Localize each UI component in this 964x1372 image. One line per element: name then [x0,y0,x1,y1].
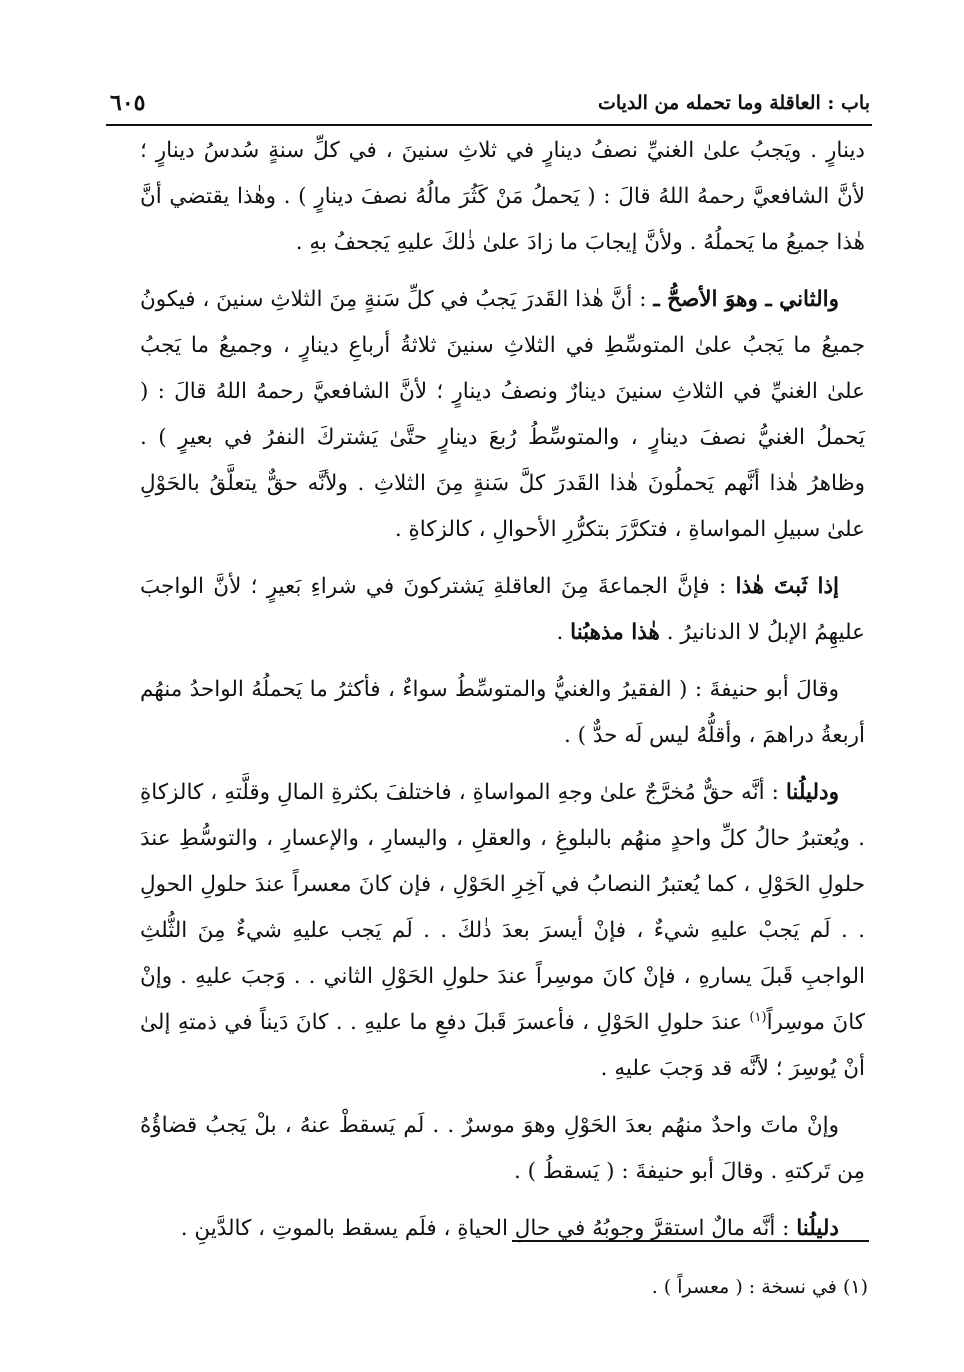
paragraph-lead: إذا ثَبتَ هٰذا [735,574,840,599]
running-header [110,88,870,122]
footnote-number: (١) [842,1276,868,1298]
page-number: ٦٠٥ [110,90,146,116]
paragraph-emphasis: هٰذا مذهبُنا [570,620,660,645]
footnote-marker[interactable]: (١) [749,1009,767,1025]
paragraph-end: . [556,620,571,645]
footnote-divider [512,1240,869,1242]
footnote-text: في نسخة : ( معسراً ) . [651,1276,837,1298]
paragraph-7 [140,1206,865,1252]
paragraph-text: : فإنَّ الجماعةَ مِنَ العاقلةِ يَشتركونَ في شراءِ بَعيرٍ ؛ لأنَّ الواجبَ عليهِمُ الإبلُ لا الدنانيرُ . [140,574,865,645]
paragraph-4 [140,667,865,759]
paragraph-text: : أنَّ هٰذا القَدرَ يَجبُ في كلِّ سَنةٍ مِنَ الثلاثِ سنينَ ، فيكونُ جميعُ ما يَجبُ علىٰ المتوسِّطِ في الثلاثِ سنينَ ثلاثةُ أرباعِ دينارٍ ، وجميعُ ما يَجبُ علىٰ الغنيِّ في الثلاثِ سنينَ دينارٌ ونصفُ دينارٍ ؛ لأنَّ الشافعيَّ رحمهُ اللهُ قالَ : ( يَحملُ الغنيُّ نصفَ دينارٍ ، والمتوسِّطُ رُبعَ دينارٍ حتَّىٰ يَشتركَ النفرُ في بعيرٍ ) . وظاهرُ هٰذا أنَّهم يَحملُونَ هٰذا القَدرَ كلَّ سَنةٍ مِنَ الثلاثِ . ولأنَّه حقٌّ يتعلَّقُ بالحَوْلِ علىٰ سبيلِ المواساةِ ، فتكرَّرَ بتكرُّرِ الأحوالِ ، كالزكاةِ . [140,287,865,542]
paragraph-2 [140,277,865,553]
paragraph-1 [140,128,865,266]
paragraph-3 [140,564,865,656]
paragraph-lead: دليلُنا [796,1216,839,1241]
header-divider [106,124,872,126]
footnote [268,1272,868,1302]
paragraph-lead: ودليلُنا [785,780,839,805]
main-text [140,128,865,1263]
chapter-title: باب : العاقلة وما تحمله من الديات [597,92,870,114]
paragraph-lead: والثاني ـ وهوَ الأصحُّ ـ [653,287,840,312]
paragraph-text: وإنْ ماتَ واحدٌ منهُم بعدَ الحَوْلِ وهوَ موسرٌ . . لَم يَسقطْ عنهُ ، بلْ يَجبُ قضاؤُهُ مِن تَركتهِ . وقالَ أبو حنيفةَ : ( يَسقطُ ) . [140,1113,865,1184]
paragraph-6 [140,1103,865,1195]
paragraph-5 [140,770,865,1092]
paragraph-text: دينارٍ . ويَجبُ علىٰ الغنيِّ نصفُ دينارٍ في ثلاثِ سنينَ ، في كلِّ سنةٍ سُدسُ دينارٍ ؛ لأنَّ الشافعيَّ رحمهُ اللهُ قالَ : ( يَحملُ مَنْ كَثُرَ مالُهُ نصفَ دينارٍ ) . وهٰذا يقتضي أنَّ هٰذا جميعُ ما يَحملُهُ . ولأنَّ إيجابَ ما زادَ علىٰ ذٰلكَ عليهِ يَجحفُ بهِ . [140,138,865,255]
paragraph-text: : أنَّه مالٌ استقرَّ وجوبُهُ في حالِ الحياةِ ، فلَم يسقط بالموتِ ، كالدَّينِ . [180,1216,797,1241]
paragraph-text-continued: عندَ حلولِ الحَوْلِ ، فأعسرَ قَبلَ دفعِ ما عليهِ . . كانَ دَيناً في ذمتهِ إلىٰ أنْ يُوسِرَ ؛ لأنَّه قد وَجبَ عليهِ . [140,1010,865,1081]
paragraph-text: : أنَّه حقٌّ مُخرَّجٌ علىٰ وجهِ المواساةِ ، فاختلفَ بكثرةِ المالِ وقلَّتهِ ، كالزكاةِ . ويُعتبرُ حالُ كلِّ واحدٍ منهُم بالبلوغِ ، والعقلِ ، واليسارِ ، والإعسارِ ، والتوسُّطِ عندَ حلولِ الحَوْلِ ، كما يُعتبرُ النصابُ في آخِرِ الحَوْلِ ، فإن كانَ معسراً عندَ حلولِ الحولِ . . لَم يَجبْ عليهِ شيءٌ ، فإنْ أيسرَ بعدَ ذٰلكَ . . لَم يَجب عليهِ شيءٌ مِنَ الثُّلثِ الواجبِ قَبلَ يسارهِ ، فإنْ كانَ موسِراً عندَ حلولِ الحَوْلِ الثاني . . وَجبَ عليهِ . وإنْ كانَ موسِراً [140,780,865,1035]
paragraph-text: وقالَ أبو حنيفةَ : ( الفقيرُ والغنيُّ والمتوسِّطُ سواءٌ ، فأكثرُ ما يَحملُهُ الواحدُ منهُم أربعةُ دراهمَ ، وأقلُّهُ ليس لَه حدٌّ ) . [140,677,865,748]
